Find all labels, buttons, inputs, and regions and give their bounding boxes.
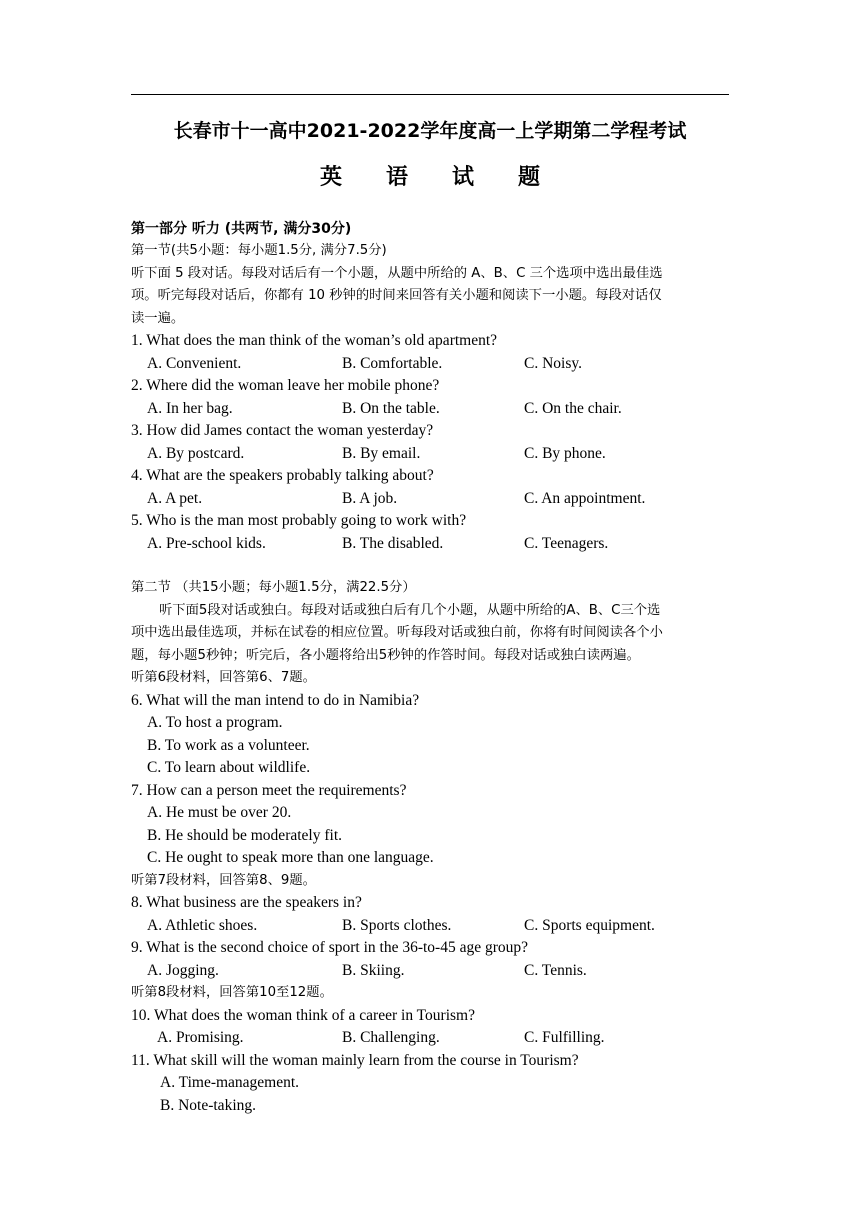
- option-a: A. By postcard.: [147, 444, 245, 462]
- option-c: C. An appointment.: [524, 489, 646, 507]
- question-text: 4. What are the speakers probably talking about?: [131, 467, 434, 484]
- exam-title: 长春市十一高中2021-2022学年度高一上学期第二学程考试: [173, 120, 687, 142]
- option-a: A. Time-management.: [160, 1074, 300, 1091]
- option-b: B. Sports clothes.: [342, 916, 452, 934]
- option-b: B. A job.: [342, 489, 398, 507]
- question-3: [131, 420, 731, 465]
- question-10: [131, 1005, 731, 1050]
- question-7: [131, 780, 731, 870]
- options-row: [131, 915, 731, 938]
- material-note: 听第7段材料，回答第8、9题。: [131, 872, 316, 888]
- option-c: C. Teenagers.: [524, 534, 609, 552]
- options-row: [131, 533, 731, 556]
- question-text: 3. How did James contact the woman yesterday?: [131, 422, 434, 439]
- option-c: C. Tennis.: [524, 961, 587, 979]
- option-b: B. He should be moderately fit.: [147, 826, 342, 844]
- question-text: 11. What skill will the woman mainly learn from the course in Tourism?: [131, 1051, 579, 1069]
- option-c: C. Sports equipment.: [524, 916, 655, 934]
- option-a: A. Promising.: [157, 1029, 244, 1046]
- part1-heading: 第一部分 听力 (共两节, 满分30分): [131, 221, 352, 237]
- material-note: 听第8段材料，回答第10至12题。: [131, 985, 333, 1000]
- option-a: A. He must be over 20.: [147, 804, 292, 821]
- question-11: [131, 1050, 731, 1118]
- options-row: [131, 353, 731, 376]
- section2-instructions: 题，每小题5秒钟；听完后，各小题将给出5秒钟的作答时间。每段对话或独白读两遍。: [131, 647, 640, 663]
- option-b: B. Comfortable.: [342, 354, 443, 372]
- option-b: B. The disabled.: [342, 534, 444, 552]
- option-b: B. Challenging.: [342, 1029, 440, 1046]
- question-text: 9. What is the second choice of sport in the 36-to-45 age group?: [131, 939, 529, 956]
- section1-instructions: 读一遍。: [131, 310, 185, 326]
- option-c: C. On the chair.: [524, 399, 622, 417]
- options-row: [131, 398, 731, 421]
- subject-char: 语: [385, 165, 408, 190]
- option-b: B. Note-taking.: [160, 1096, 256, 1114]
- option-c: C. He ought to speak more than one language.: [147, 849, 434, 866]
- question-1: [131, 330, 731, 375]
- option-a: A. A pet.: [147, 489, 203, 507]
- option-c: C. Fulfilling.: [524, 1029, 605, 1046]
- question-text: 5. Who is the man most probably going to work with?: [131, 512, 467, 529]
- options-row: [131, 488, 731, 511]
- question-text: 7. How can a person meet the requirements?: [131, 781, 407, 799]
- exam-subject: [0, 160, 860, 191]
- exam-body: [131, 218, 731, 1117]
- option-b: B. On the table.: [342, 399, 440, 417]
- option-a: A. Pre-school kids.: [147, 534, 266, 552]
- section1-heading: 第一节(共5小题：每小题1.5分, 满分7.5分): [131, 243, 387, 258]
- question-6: [131, 690, 731, 780]
- option-c: C. Noisy.: [524, 354, 582, 372]
- option-a: A. To host a program.: [147, 714, 283, 731]
- question-4: [131, 465, 731, 510]
- section2-instructions: 项中选出最佳选项，并标在试卷的相应位置。听每段对话或独白前，你将有时间阅读各个小: [131, 625, 663, 640]
- option-a: A. Convenient.: [147, 354, 242, 372]
- question-text: 6. What will the man intend to do in Namibia?: [131, 691, 420, 709]
- section2-heading: 第二节 （共15小题；每小题1.5分，满22.5分）: [131, 580, 416, 595]
- section1-instructions: 听下面 5 段对话。每段对话后有一个小题，从题中所给的 A、B、C 三个选项中选出最佳选: [131, 265, 663, 281]
- question-9: [131, 937, 731, 982]
- option-c: C. To learn about wildlife.: [147, 759, 311, 776]
- options-row: [131, 960, 731, 983]
- option-a: A. In her bag.: [147, 399, 233, 417]
- option-b: B. By email.: [342, 444, 421, 462]
- section-gap: [131, 555, 731, 577]
- option-a: A. Jogging.: [147, 961, 219, 979]
- subject-char: 题: [518, 165, 541, 190]
- option-a: A. Athletic shoes.: [147, 916, 258, 934]
- section2-instructions: 听下面5段对话或独白。每段对话或独白后有几个小题，从题中所给的A、B、C三个选: [159, 602, 661, 618]
- option-b: B. To work as a volunteer.: [147, 736, 310, 754]
- subject-char: 英: [319, 165, 342, 190]
- question-2: [131, 375, 731, 420]
- question-text: 8. What business are the speakers in?: [131, 894, 362, 911]
- material-note: 听第6段材料，回答第6、7题。: [131, 670, 316, 685]
- question-text: 10. What does the woman think of a career in Tourism?: [131, 1006, 475, 1024]
- options-row: [131, 1027, 731, 1050]
- question-text: 1. What does the man think of the woman’s old apartment?: [131, 332, 498, 349]
- options-row: [131, 443, 731, 466]
- option-b: B. Skiing.: [342, 961, 405, 979]
- header-rule: [131, 94, 729, 95]
- question-text: 2. Where did the woman leave her mobile phone?: [131, 377, 440, 394]
- section1-instructions: 项。听完每段对话后，你都有 10 秒钟的时间来回答有关小题和阅读下一小题。每段对话仅: [131, 288, 662, 303]
- option-c: C. By phone.: [524, 444, 606, 462]
- question-5: [131, 510, 731, 555]
- question-8: [131, 892, 731, 937]
- subject-char: 试: [452, 165, 475, 190]
